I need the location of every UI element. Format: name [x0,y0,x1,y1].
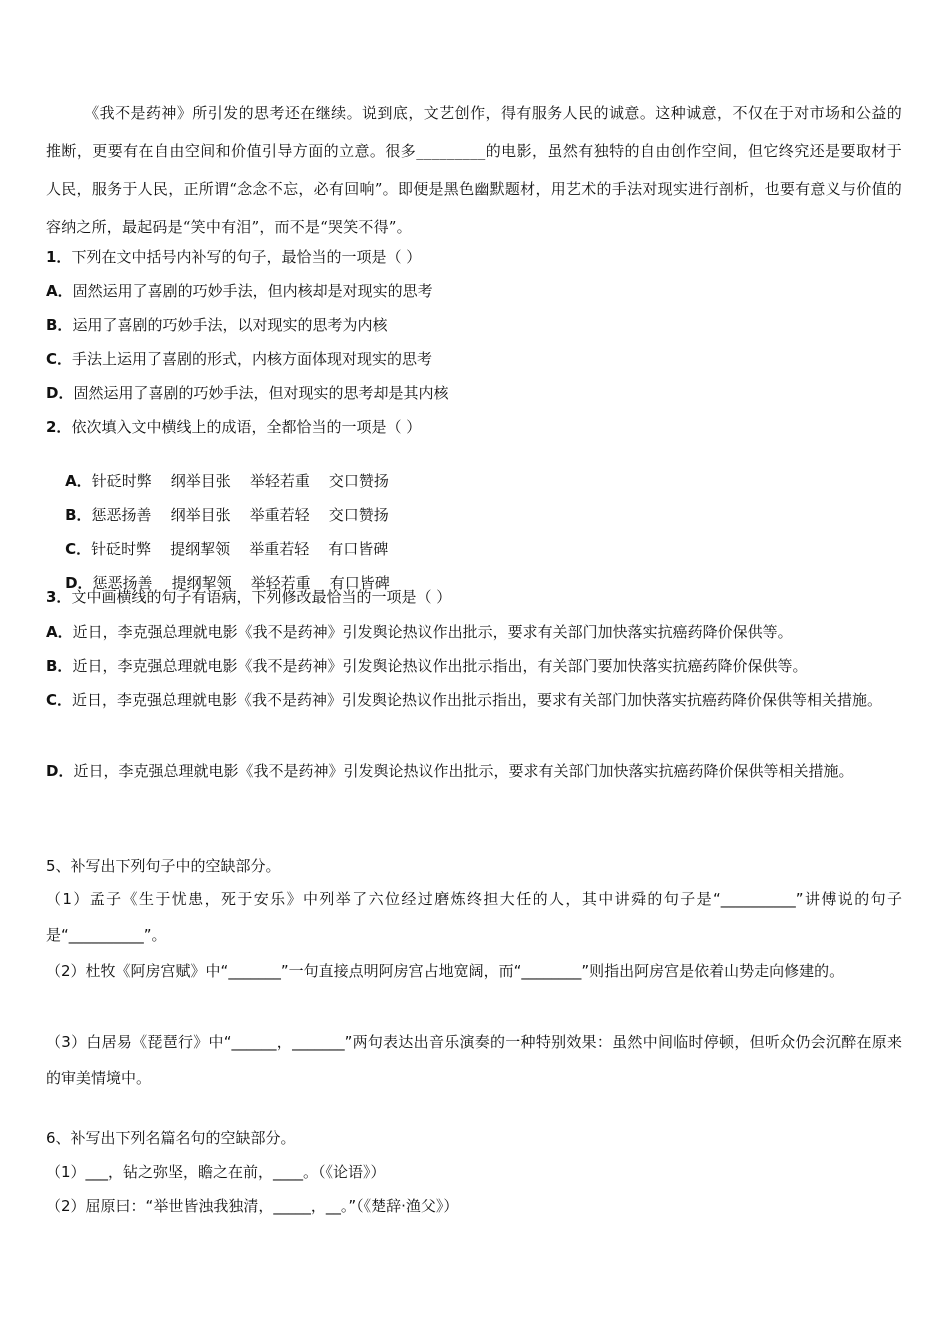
question-6-item-1: （1）___，钻之弥坚，瞻之在前，____。（《论语》） [46,1163,386,1181]
question-2-stem: 2．依次填入文中横线上的成语，全都恰当的一项是（ ） [46,418,422,436]
passage-text: 《我不是药神》所引发的思考还在继续。说到底，文艺创作，得有服务人民的诚意。这种诚意，不仅在于对市场和公益的推断，更要有在自由空间和价值引导方面的立意。很多_________的电影，虽然有独特的自由创作空间，但它终究还是要取材于人民，服务于人民，正所谓“念念不忘，必有回响”。即便是黑色幽默题材，用艺术的手法对现实进行剖析，也要有意义与价值的容纳之所，最起码是“笑中有泪”，而不是“哭笑不得”。 [46,104,902,236]
question-1-option-d: D．固然运用了喜剧的巧妙手法，但对现实的思考却是其内核 [46,384,449,402]
question-6-item-2: （2）屈原曰：“举世皆浊我独清，_____，__。”（《楚辞·渔父》） [46,1197,459,1215]
question-3-stem: 3．文中画横线的句子有语病，下列修改最恰当的一项是（ ） [46,588,452,606]
question-5-title: 5、补写出下列句子中的空缺部分。 [46,857,281,875]
question-3-option-c: C．近日，李克强总理就电影《我不是药神》引发舆论热议作出批示指出，要求有关部门加快落实抗癌药降价保供等相关措施。 [46,691,883,709]
question-1-option-b: B．运用了喜剧的巧妙手法，以对现实的思考为内核 [46,316,388,334]
question-3-option-b: B．近日，李克强总理就电影《我不是药神》引发舆论热议作出批示指出，有关部门要加快落实抗癌药降价保供等。 [46,657,808,675]
question-3-option-a: A．近日，李克强总理就电影《我不是药神》引发舆论热议作出批示，要求有关部门加快落实抗癌药降价保供等。 [46,623,793,641]
question-5-item-1: （1）孟子《生于忧患，死于安乐》中列举了六位经过磨炼终担大任的人，其中讲舜的句子是“__________”讲傅说的句子是“__________”。 [46,890,902,944]
question-2-option-a: A．针砭时弊 纲举目张 举轻若重 交口赞扬 [65,472,389,490]
question-2-option-b: B．惩恶扬善 纲举目张 举重若轻 交口赞扬 [65,506,389,524]
question-2-option-d: D．惩恶扬善 提纲挈领 举轻若重 有口皆碑 [65,574,390,592]
question-2-option-c: C．针砭时弊 提纲挈领 举重若轻 有口皆碑 [65,540,389,558]
question-5-item-2: （2）杜牧《阿房宫赋》中“_______”一句直接点明阿房宫占地宽阔，而“________”则指出阿房宫是依着山势走向修建的。 [46,962,845,980]
question-1-option-a: A．固然运用了喜剧的巧妙手法，但内核却是对现实的思考 [46,282,433,300]
reading-passage [46,94,902,246]
question-1-stem: 1．下列在文中括号内补写的句子，最恰当的一项是（ ） [46,248,422,266]
question-3-option-d: D．近日，李克强总理就电影《我不是药神》引发舆论热议作出批示，要求有关部门加快落实抗癌药降价保供等相关措施。 [46,762,854,780]
question-5-item-3: （3）白居易《琵琶行》中“______，_______”两句表达出音乐演奏的一种特别效果：虽然中间临时停顿，但听众仍会沉醉在原来的审美情境中。 [46,1033,902,1087]
question-6-title: 6、补写出下列名篇名句的空缺部分。 [46,1129,296,1147]
question-1-option-c: C．手法上运用了喜剧的形式，内核方面体现对现实的思考 [46,350,433,368]
